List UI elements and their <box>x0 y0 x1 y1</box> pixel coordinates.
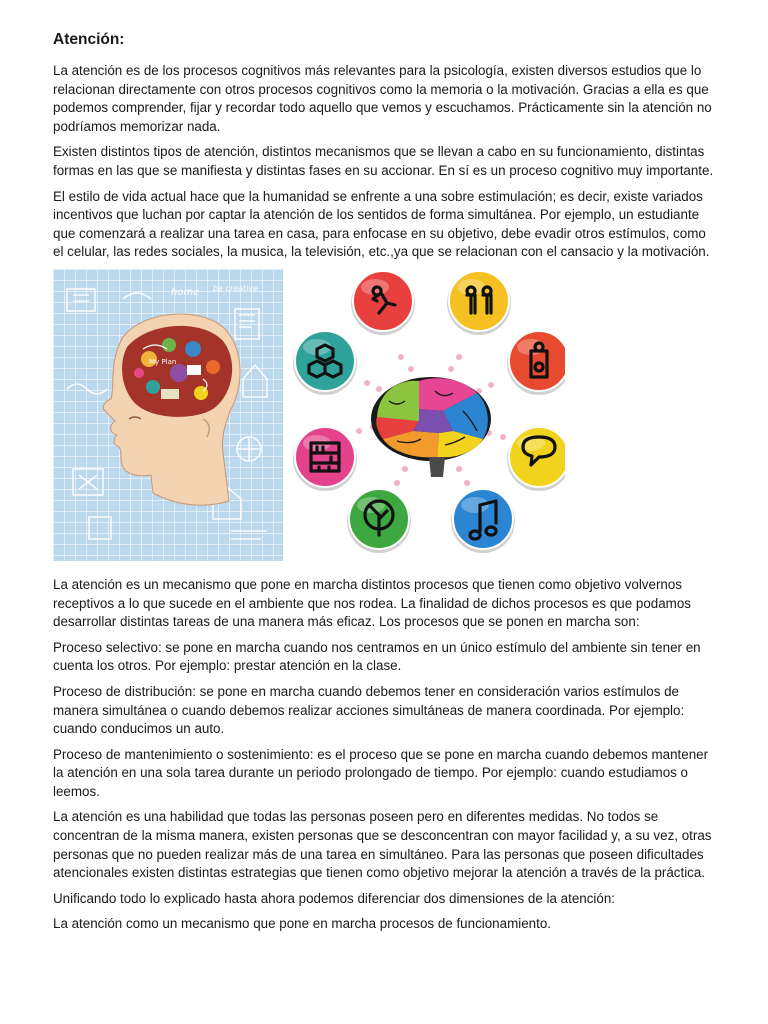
paragraph-mechanism: La atención es un mecanismo que pone en marcha distintos procesos que tienen como objetivo volvernos receptivos a lo que sucede en el ambiente que nos rodea. La finalidad de dichos procesos es que podamos desarrollar distintas tareas de una manera más eficaz. Los procesos que se ponen en marcha son: <box>53 576 691 630</box>
cubes-icon <box>293 331 357 395</box>
tree-icon <box>347 489 411 553</box>
running-person-icon <box>351 271 415 335</box>
paragraph-types: Existen distintos tipos de atención, distintos mecanismos que se llevan a cabo en su funcionamiento, distintas formas en las que se manifiesta y distintas fases en su accionar. En sí es un proceso cognitivo muy importante. <box>53 144 714 178</box>
central-brain-icon <box>371 377 491 477</box>
page-title: Atención: <box>53 31 125 48</box>
paragraph-mechanism-process: La atención como un mecanismo que pone en marcha procesos de funcionamiento. <box>53 916 551 932</box>
paragraph-maintenance: Proceso de mantenimiento o sostenimiento: es el proceso que se pone en marcha cuando debemos mantener la atención en una sola tarea durante un periodo prolongado de tiempo. Por ejemplo: cuando estudiamos o leemos. <box>53 746 709 799</box>
paragraph-intro: La atención es de los procesos cognitivos más relevantes para la psicología, existen diversos estudios que lo relacionan directamente con otros procesos cognitivos como la memoria o la motivación. Gracias a ella es que podemos comprender, fijar y recordar todo aquello que vemos y escuchamos. Prácticamente sin la atención no podríamos memorizar nada. <box>53 63 712 134</box>
figures-row <box>53 269 718 567</box>
paragraph-selective: Proceso selectivo: se pone en marcha cuando nos centramos en un único estímulo del ambiente sin tener en cuenta los otros. Por ejemplo: prestar atención en la clase. <box>53 639 701 674</box>
paragraph-dimensions: Unificando todo lo explicado hasta ahora podemos diferenciar dos dimensiones de la atención: <box>53 890 616 906</box>
document-page <box>53 30 718 941</box>
brain-icons-illustration <box>293 271 565 563</box>
person-spiral-icon <box>507 331 565 395</box>
speech-bubble-icon <box>507 427 565 491</box>
paragraph-lifestyle: El estilo de vida actual hace que la humanidad se enfrente a una sobre estimulación; es decir, existe variados incentivos que luchan por captar la atención de los sentidos de forma simultánea. Por ejemplo, un estudiante que comenzará a realizar una tarea en casa, para enfocase en su objetivo, debe evadir otros estímulos, como el celular, las redes sociales, la musica, la televisión, etc.,ya que se relacionan con el cansacio y la motivación. <box>53 188 710 260</box>
paragraph-ability: La atención es una habilidad que todas las personas poseen pero en diferentes medidas. No todos se concentran de la misma manera, existen personas que se desconcentran con mayor facilidad y, a su vez, otras personas que no pueden realizar más de una tarea en simultáneo. Para las personas que poseen dificultades atencionales existen distintas estrategias que tienen como objetivo mejorar la atención a través de la práctica. <box>53 809 712 881</box>
doodle-text-my-plan: My Plan <box>149 357 177 366</box>
two-people-icon <box>447 271 511 335</box>
paragraph-distribution: Proceso de distribución: se pone en marcha cuando debemos tener en consideración varios estímulos de manera simultánea o cuando debemos realizar acciones simultáneas de manera coordinada. Por ejemplo: cuando conducimos un auto. <box>53 683 685 737</box>
abacus-icon <box>293 427 357 491</box>
doodle-text-home: home <box>171 286 200 298</box>
head-profile-brain-doodles-illustration <box>53 269 283 561</box>
music-note-icon <box>451 489 515 553</box>
head-brain-illustration <box>53 269 283 561</box>
doodle-text-creative: be creative <box>213 283 259 293</box>
brain-with-colored-circle-icons-illustration <box>293 271 565 563</box>
